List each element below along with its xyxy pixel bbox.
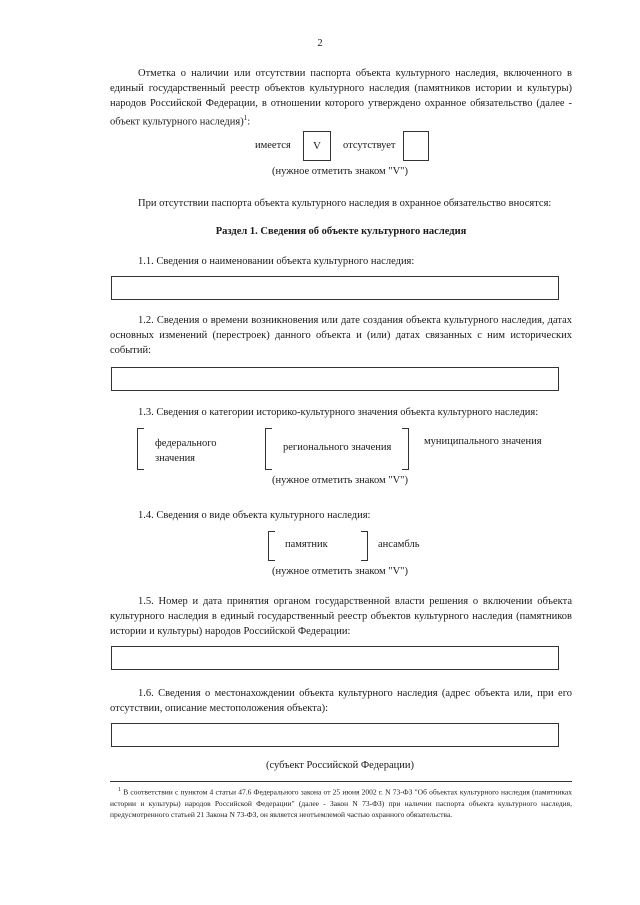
s1-3-label: 1.3. Сведения о категории историко-культурного значения объекта культурного наследия: — [138, 407, 539, 418]
intro-text: Отметка о наличии или отсутствии паспорта объекта культурного наследия, включенного в единый государственный реестр объектов культурного наследия (памятников истории и культуры) народов Российской Федерации, в отношении которого утверждено охранное обязательство (далее - объект культурного наследия) — [110, 68, 572, 128]
footnote-text: В соответствии с пунктом 4 статьи 47.6 Федерального закона от 25 июня 2002 г. N 73-ФЗ "Об объектах культурного наследия (памятниках истории и культуры) народов Российской Федерации" (далее - Закон N 73-ФЗ) при наличии паспорта объекта культурного наследия, предусмотренного статьей 21 Закона N 73-ФЗ, он является неотъемлемой частью охранного обязательства. — [110, 787, 573, 819]
absent-note: При отсутствии паспорта объекта культурного наследия в охранное обязательство вносятся: — [138, 198, 552, 209]
s1-3-opt2-label: регионального значения — [283, 442, 392, 453]
s1-3-opt3-checkbox[interactable] — [402, 428, 409, 470]
footnote — [110, 785, 572, 820]
passport-hint: (нужное отметить знаком "V") — [272, 166, 408, 177]
s1-1-label: 1.1. Сведения о наименовании объекта культурного наследия: — [138, 256, 415, 267]
s1-4-opt2-checkbox[interactable] — [361, 531, 368, 561]
s1-4-label: 1.4. Сведения о виде объекта культурного наследия: — [138, 510, 371, 521]
s1-4-opt1-checkbox[interactable] — [268, 531, 275, 561]
passport-has-label: имеется — [255, 140, 291, 151]
intro-paragraph — [110, 66, 572, 130]
intro-end: : — [247, 116, 251, 128]
s1-5-field[interactable] — [111, 646, 559, 670]
s1-6-field[interactable] — [111, 723, 559, 747]
s1-2-label: 1.2. Сведения о времени возникновения или дате создания объекта культурного наследия, датах основных изменений (перестроек) данного объекта и (или) датах связанных с ним исторических событий: — [110, 315, 572, 356]
s1-4-opt2-label: ансамбль — [378, 539, 420, 550]
s1-1-field[interactable] — [111, 276, 559, 300]
s1-6-label: 1.6. Сведения о местонахождении объекта культурного наследия (адрес объекта или, при его отсутствии, описание местоположения объекта): — [110, 688, 572, 714]
s1-3-opt3-label: муниципального значения — [424, 436, 542, 447]
section-title: Раздел 1. Сведения об объекте культурного наследия — [215, 226, 467, 237]
s1-2-field[interactable] — [111, 367, 559, 391]
passport-has-mark: V — [313, 140, 321, 152]
s1-5-label: 1.5. Номер и дата принятия органом государственной власти решения о включении объекта культурного наследия в единый государственный реестр объектов культурного наследия (памятников истории и культуры) народов Российской Федерации: — [110, 596, 572, 637]
s1-4-hint: (нужное отметить знаком "V") — [272, 566, 408, 577]
s1-3-opt1-checkbox[interactable] — [137, 428, 144, 470]
passport-has-checkbox[interactable] — [303, 131, 331, 161]
s1-4-opt1-label: памятник — [285, 539, 328, 550]
passport-absent-label: отсутствует — [343, 140, 396, 151]
intro-footnote-ref: 1 — [243, 114, 248, 122]
footnote-number: 1 — [118, 787, 121, 793]
page-number: 2 — [317, 38, 323, 49]
s1-3-hint: (нужное отметить знаком "V") — [272, 475, 408, 486]
subject-label: (субъект Российской Федерации) — [266, 760, 414, 771]
footnote-separator — [110, 781, 572, 782]
s1-3-opt2-checkbox[interactable] — [265, 428, 272, 470]
passport-absent-checkbox[interactable] — [403, 131, 429, 161]
s1-3-opt1-label: федерального значения — [155, 438, 217, 464]
